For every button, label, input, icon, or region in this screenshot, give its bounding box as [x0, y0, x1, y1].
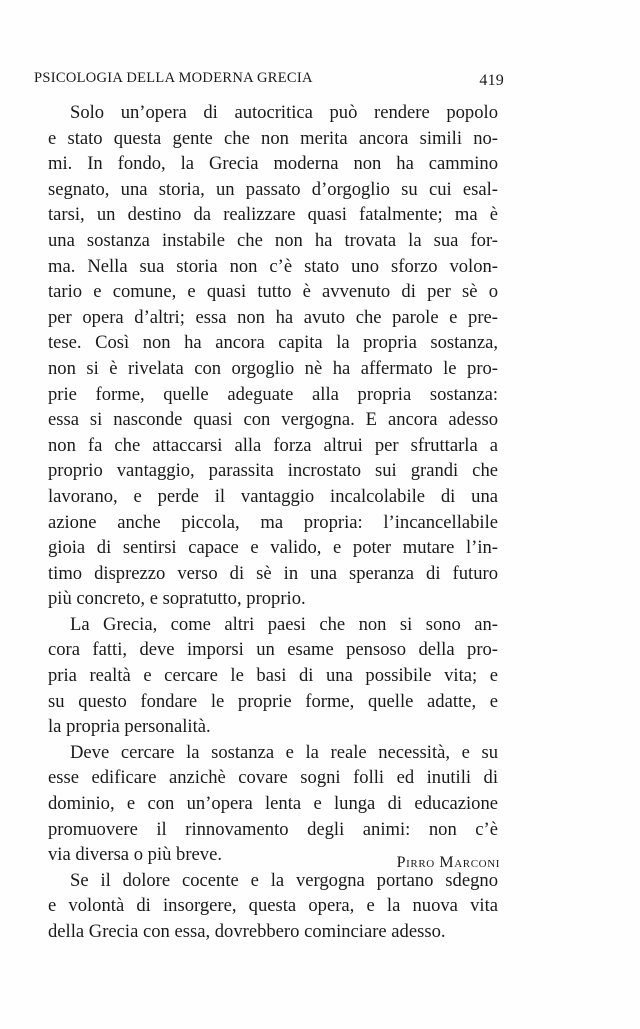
text-line: tarsi, un destino da realizzare quasi fatalmente; ma è — [48, 204, 498, 226]
text-line: non fa che attaccarsi alla forza altrui per sfruttarla a — [48, 434, 498, 456]
running-head — [34, 70, 504, 94]
text-line: e volontà di insorgere, questa opera, e la nuova vita — [48, 895, 498, 917]
text-line: essa si nasconde quasi con vergogna. E ancora adesso — [48, 409, 498, 431]
text-line: ma. Nella sua storia non c’è stato uno sforzo volon- — [48, 255, 498, 277]
text-line: esse edificare anzichè covare sogni folli ed inutili di — [48, 767, 498, 789]
text-line: mi. In fondo, la Grecia moderna non ha cammino — [48, 153, 498, 175]
text-line: via diversa o più breve. — [48, 844, 222, 866]
paragraph — [48, 612, 498, 740]
text-line: La Grecia, come altri paesi che non si sono an- — [70, 613, 498, 635]
text-line: Solo un’opera di autocritica può rendere popolo — [70, 102, 498, 123]
text-line: per opera d’altri; essa non ha avuto che parole e pre- — [48, 306, 498, 328]
text-line: Se il dolore cocente e la vergogna portano sdegno — [70, 869, 498, 891]
text-line: cora fatti, deve imporsi un esame pensoso della pro- — [48, 639, 498, 661]
page-number: 419 — [479, 72, 504, 89]
text-line: e stato questa gente che non merita ancora simili no- — [48, 127, 498, 149]
body-text — [48, 100, 498, 945]
paragraph — [48, 740, 498, 868]
text-line: gioia di sentirsi capace e valido, e poter mutare l’in- — [48, 537, 498, 559]
text-line: la propria personalità. — [48, 716, 211, 738]
text-line: tario e comune, e quasi tutto è avvenuto di per sè o — [48, 281, 498, 303]
text-line: Deve cercare la sostanza e la reale necessità, e su — [70, 741, 498, 763]
text-line: azione anche piccola, ma propria: l’incancellabile — [48, 511, 498, 533]
text-line: non si è rivelata con orgoglio nè ha affermato le pro- — [48, 357, 498, 379]
text-line: tese. Così non ha ancora capita la propria sostanza, — [48, 332, 498, 354]
text-line: su questo fondare le proprie forme, quelle adatte, e — [48, 690, 498, 712]
text-line: lavorano, e perde il vantaggio incalcolabile di una — [48, 485, 498, 507]
paragraph — [48, 100, 498, 612]
text-line: più concreto, e sopratutto, proprio. — [48, 588, 306, 610]
text-line: promuovere il rinnovamento degli animi: non c’è — [48, 818, 498, 840]
author-signature: Pirro Marconi — [396, 854, 500, 871]
running-title: PSICOLOGIA DELLA MODERNA GRECIA — [34, 70, 313, 86]
text-line: della Grecia con essa, dovrebbero cominciare adesso. — [48, 921, 446, 942]
text-line: proprio vantaggio, parassita incrostato sui grandi che — [48, 460, 498, 482]
text-line: pria realtà e cercare le basi di una possibile vita; e — [48, 665, 498, 687]
text-line: dominio, e con un’opera lenta e lunga di educazione — [48, 793, 498, 815]
text-line: una sostanza instabile che non ha trovata la sua for- — [48, 229, 498, 251]
paragraph — [48, 868, 498, 945]
text-line: prie forme, quelle adeguate alla propria sostanza: — [48, 383, 498, 405]
text-line: segnato, una storia, un passato d’orgoglio su cui esal- — [48, 178, 498, 200]
text-line: timo disprezzo verso di sè in una speranza di futuro — [48, 562, 498, 584]
